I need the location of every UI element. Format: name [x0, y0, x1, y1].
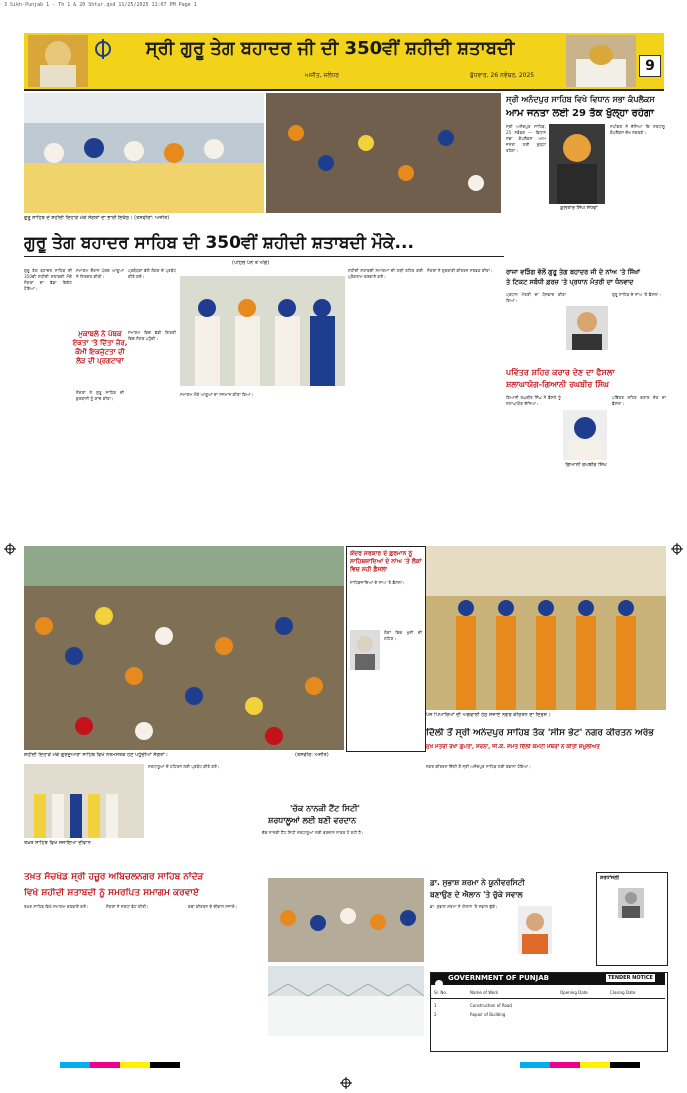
govt-col-3: Opening Date: [560, 990, 588, 995]
delegation-headline-2: ਤੇ ਟਿਕਟ ਸਬੰਧੀ ਫ਼ਰਜ਼ 'ਤੇ ਪ੍ਰਧਾਨ ਮੰਤਰੀ ਦਾ ਧੰਨਵਾਦ: [506, 278, 634, 286]
pull-quote-line-2: ਏਕਤਾ 'ਤੇ ਦਿੱਤਾ ਜ਼ੋਰ,: [72, 339, 128, 347]
gurdwara-icon: [566, 35, 636, 87]
masthead-title: ਸ੍ਰੀ ਗੁਰੂ ਤੇਗ ਬਹਾਦਰ ਜੀ ਦੀ 350ਵੀਂ ਸ਼ਹੀਦੀ ਸ਼ਤਾਬਦੀ: [145, 38, 515, 59]
top-photo-caption: ਗੁਰੂ ਸਾਹਿਬ ਦੇ ਸ਼ਹੀਦੀ ਦਿਹਾੜੇ ਮੌਕੇ ਸੰਗਤਾਂ ਦਾ ਭਾਰੀ ਇਕੱਠ। (ਤਸਵੀਰਾਂ: ਅਜੀਤ): [24, 215, 170, 221]
anandpur-body: ਸ੍ਰੀ ਅਨੰਦਪੁਰ ਸਾਹਿਬ, 25 ਨਵੰਬਰ — ਵਿਧਾਨ ਸਭਾ ਕੰਪਲੈਕਸ ਆਮ ਜਨਤਾ ਲਈ ਖੁੱਲ੍ਹਾ ਰਹੇਗਾ।: [506, 124, 546, 153]
govt-row-2-num: 2: [434, 1012, 437, 1017]
announcement-photo: [350, 630, 380, 670]
obituary-box: [596, 872, 668, 966]
registration-mark-bottom-icon: [340, 1074, 352, 1093]
page-number: 9: [639, 55, 661, 77]
tender-notice-tag: TENDER NOTICE: [608, 975, 653, 981]
registration-mark-left-icon: [4, 540, 16, 559]
tent-rows-photo: [268, 966, 424, 1036]
warring-photo: [566, 306, 608, 350]
govt-col-4: Closing Date: [610, 990, 636, 995]
tent-city-body: ਚੱਕ ਨਾਨਕੀ ਟੈਂਟ ਸਿਟੀ ਸ਼ਰਧਾਲੂਆਂ ਲਈ ਵਰਦਾਨ ਸਾਬਤ ਹੋ ਰਹੀ ਹੈ।: [262, 830, 364, 835]
tent-city-body-left: ਸ਼ਰਧਾਲੂਆਂ ਦੇ ਠਹਿਰਨ ਲਈ ਪ੍ਰਬੰਧ ਕੀਤੇ ਗਏ।: [148, 764, 220, 769]
nagar-kirtan-photo: [426, 546, 666, 710]
procession-photo: [268, 878, 424, 962]
center-body: ਸਮਾਗਮ ਮੌਕੇ ਆਗੂਆਂ ਦਾ ਸਨਮਾਨ ਕੀਤਾ ਗਿਆ।: [180, 392, 254, 397]
resolution-photo-caption: ਗਿਆਨੀ ਰਘਬੀਰ ਸਿੰਘ: [565, 462, 607, 468]
main-body-col-1: ਗੁਰੂ ਤੇਗ ਬਹਾਦਰ ਸਾਹਿਬ ਦੀ 350ਵੀਂ ਸ਼ਹੀਦੀ ਸ਼ਤਾਬਦੀ ਮੌਕੇ ਸੰਗਤਾਂ ਦਾ ਵੱਡਾ ਇਕੱਠ ਹੋਇਆ।: [24, 268, 72, 291]
guru-portrait: [28, 35, 88, 87]
nanded-headline-1: ਤਖ਼ਤ ਸੱਚਖੰਡ ਸ੍ਰੀ ਹਜ਼ੂਰ ਅਬਿਚਲਨਗਰ ਸਾਹਿਬ ਨਾਂਦੇੜ: [24, 872, 204, 882]
print-slug: 3 Sikh-Punjab 1 - Th 1 & 20 Shtur.qxd 11/25/2025 11:07 PM Page 1: [4, 2, 197, 8]
middle-body-col-2: ਸੰਗਤਾਂ ਨੇ ਗੁਰਬਾਣੀ ਕੀਰਤਨ ਸਰਵਣ ਕੀਤਾ।: [427, 268, 493, 273]
crowd-photo-top: [266, 93, 501, 213]
resolution-headline-2: ਸ਼ਲਾਘਾਯੋਗ-ਗਿਆਨੀ ਰਘਬੀਰ ਸਿੰਘ: [506, 380, 609, 389]
raghbir-photo: [563, 410, 607, 460]
color-bar-left: [60, 1062, 180, 1068]
guru-portrait-icon: [28, 35, 88, 87]
sharma-photo: [518, 906, 552, 954]
main-body-col-4: ਪ੍ਰਬੰਧਕਾਂ ਵੱਲੋਂ ਲੰਗਰ ਦੇ ਪ੍ਰਬੰਧ ਕੀਤੇ ਗਏ।: [128, 268, 176, 279]
sangat-photo-credit: (ਤਸਵੀਰ: ਅਜੀਤ): [295, 752, 329, 758]
resolution-body-2: ਪਵਿੱਤਰ ਸ਼ਹਿਰ ਕਰਾਰ ਦੇਣ ਦਾ ਫ਼ੈਸਲਾ।: [612, 395, 666, 406]
kirtan-body: ਨਗਰ ਕੀਰਤਨ ਦਿੱਲੀ ਤੋਂ ਸ੍ਰੀ ਅਨੰਦਪੁਰ ਸਾਹਿਬ ਲਈ ਰਵਾਨਾ ਹੋਇਆ।: [426, 764, 531, 769]
anandpur-headline-1: ਸ੍ਰੀ ਅਨੰਦਪੁਰ ਸਾਹਿਬ ਵਿਖੇ ਵਿਧਾਨ ਸਭਾ ਕੰਪਲੈਕਸ: [506, 95, 655, 104]
color-bar-right: [520, 1062, 640, 1068]
nanded-headline-2: ਵਿਖੇ ਸ਼ਹੀਦੀ ਸ਼ਤਾਬਦੀ ਨੂੰ ਸਮਰਪਿਤ ਸਮਾਗਮ ਕਰਵਾਏ: [24, 888, 199, 898]
govt-col-2: Name of Work: [470, 990, 499, 995]
anandpur-body-2: ਸਪੀਕਰ ਨੇ ਦੱਸਿਆ ਕਿ ਸ਼ਰਧਾਲੂ ਕੰਪਲੈਕਸ ਦੇਖ ਸਕਣਗੇ।: [610, 124, 665, 135]
announcement-body-2: ਲੋਕਾਂ ਵਿਚ ਖੁਸ਼ੀ ਦੀ ਲਹਿਰ।: [384, 630, 422, 641]
announcement-headline: ਕੇਂਦਰ ਸਰਕਾਰ ਦੇ ਫ਼ੁਰਮਾਨ ਨੂੰ ਸਾਹਿਬਜ਼ਾਦਿਆਂ ਦੇ ਨਾਂਅ 'ਤੇ ਲੋਕਾਂ ਵਿਚ ਸਹੀ ਫ਼ੈਸਲਾ: [350, 550, 422, 573]
resolution-body: ਗਿਆਨੀ ਰਘਬੀਰ ਸਿੰਘ ਨੇ ਫ਼ੈਸਲੇ ਨੂੰ ਸ਼ਲਾਘਾਯੋਗ ਦੱਸਿਆ।: [506, 395, 561, 406]
govt-row-2-work: Repair of Building: [470, 1012, 506, 1017]
sangat-photo-caption: ਸ਼ਹੀਦੀ ਦਿਹਾੜੇ ਮੌਕੇ ਗੁਰਦੁਆਰਾ ਸਾਹਿਬ ਵਿਖੇ ਨਤਮਸਤਕ ਹੋਣ ਪਹੁੰਚੀਆਂ ਸੰਗਤਾਂ।: [24, 752, 169, 758]
pull-quote-line-1: ਮੁਕਾਬਲੇ ਨੇ ਪੰਥਕ: [78, 330, 122, 338]
nanded-body-3: ਕਥਾ ਕੀਰਤਨ ਦੇ ਦੀਵਾਨ ਸਜਾਏ।: [188, 904, 238, 909]
govt-table-rule: [431, 998, 665, 999]
masthead-date: ਬੁੱਧਵਾਰ, 26 ਨਵੰਬਰ, 2025: [470, 72, 535, 79]
headline-rule: [24, 256, 504, 257]
tent-photo-caption: ਤਖ਼ਤ ਸਾਹਿਬ ਵਿਖੇ ਸਜਾਇਆ ਦੀਵਾਨ: [24, 840, 91, 846]
obituary-label: ਸ਼ਰਧਾਂਜਲੀ: [600, 875, 620, 881]
tent-city-headline-1: 'ਚੱਕ ਨਾਨਕੀ ਟੈਂਟ ਸਿਟੀ': [290, 804, 360, 813]
resolution-headline-1: ਪਵਿੱਤਰ ਸ਼ਹਿਰ ਕਰਾਰ ਦੇਣ ਦਾ ਫੈਸਲਾ: [506, 368, 615, 377]
university-headline-1: ਡਾ. ਸੁਭਾਸ਼ ਸ਼ਰਮਾ ਨੇ ਯੂਨੀਵਰਸਿਟੀ: [430, 878, 525, 887]
punjab-emblem-icon: [434, 974, 444, 984]
leaders-photo: [180, 276, 345, 386]
masthead-paper: ਅਜੀਤ, ਜਲੰਧਰ: [305, 72, 340, 79]
registration-mark-right-icon: [671, 540, 683, 559]
tent-city-photo: [24, 764, 144, 838]
main-body-col-5: ਸਮਾਗਮ ਵਿਚ ਵੱਡੀ ਗਿਣਤੀ ਵਿਚ ਸੰਗਤ ਪਹੁੰਚੀ।: [128, 330, 176, 341]
pull-quote-line-4: ਲੋੜ ਦੀ ਪ੍ਰਗਟਾਵਾ: [76, 357, 124, 365]
anandpur-photo-caption: ਕੁਲਤਾਰ ਸਿੰਘ ਸੰਧਵਾਂ: [560, 205, 598, 211]
kirtan-headline: ਦਿੱਲੀ ਤੋਂ ਸ੍ਰੀ ਅਨੰਦਪੁਰ ਸਾਹਿਬ ਤੱਕ 'ਸੀਸ ਭੇਟ' ਨਗਰ ਕੀਰਤਨ ਅਰੰਭ: [426, 728, 654, 738]
speaker-photo: [549, 124, 605, 204]
sangat-crowd-photo: [24, 546, 344, 750]
main-body-col-2: ਸਮਾਗਮ ਦੌਰਾਨ ਪੰਥਕ ਆਗੂਆਂ ਨੇ ਸ਼ਿਰਕਤ ਕੀਤੀ।: [76, 268, 124, 279]
obituary-photo: [618, 888, 644, 918]
govt-col-1: Sr. No.: [434, 990, 447, 995]
university-body: ਡਾ. ਸੁਭਾਸ਼ ਸ਼ਰਮਾ ਨੇ ਐਲਾਨ 'ਤੇ ਸਵਾਲ ਚੁੱਕੇ।: [430, 904, 498, 909]
main-body-col-3: ਸੰਗਤਾਂ ਨੇ ਗੁਰੂ ਸਾਹਿਬ ਦੀ ਕੁਰਬਾਨੀ ਨੂੰ ਯਾਦ ਕੀਤਾ।: [76, 390, 124, 401]
main-headline: ਗੁਰੂ ਤੇਗ ਬਹਾਦਰ ਸਾਹਿਬ ਦੀ 350ਵੀਂ ਸ਼ਹੀਦੀ ਸ਼ਤਾਬਦੀ ਮੌਕੇ...: [24, 233, 414, 253]
continuation-label: (ਪਹਿਲੇ ਪੰਨੇ ਤੋਂ ਅੱਗੇ): [232, 260, 270, 266]
pull-quote-line-3: ਕੌਮੀ ਇਕਜੁੱਟਤਾ ਦੀ: [75, 348, 125, 356]
delegation-body-2: ਗੁਰੂ ਸਾਹਿਬ ਦੇ ਨਾਂਅ 'ਤੇ ਫ਼ੈਸਲਾ।: [612, 292, 662, 297]
tent-city-headline-2: ਸ਼ਰਧਾਲੂਆਂ ਲਈ ਬਣੀ ਵਰਦਾਨ: [268, 816, 357, 825]
middle-body-col-1: ਸ਼ਹੀਦੀ ਸ਼ਤਾਬਦੀ ਸਮਾਗਮਾਂ ਦੀ ਲੜੀ ਤਹਿਤ ਕਈ ਪ੍ਰੋਗਰਾਮ ਕਰਵਾਏ ਗਏ।: [348, 268, 423, 279]
kirtan-photo-caption: ਪੰਜ ਪਿਆਰਿਆਂ ਦੀ ਅਗਵਾਈ ਹੇਠ ਸਜਾਏ ਨਗਰ ਕੀਰਤਨ ਦਾ ਦ੍ਰਿਸ਼।: [426, 712, 551, 718]
announcement-body: ਸਾਹਿਬਜ਼ਾਦਿਆਂ ਦੇ ਨਾਂਅ 'ਤੇ ਫ਼ੈਸਲਾ।: [350, 580, 405, 585]
nanded-body-1: ਤਖ਼ਤ ਸਾਹਿਬ ਵਿਖੇ ਸਮਾਗਮ ਕਰਵਾਏ ਗਏ।: [24, 904, 89, 909]
nanded-body-2: ਸੰਗਤਾਂ ਨੇ ਸ਼ਰਧਾ ਭੇਟ ਕੀਤੀ।: [106, 904, 149, 909]
kirtan-subhead: ਮੁੱਖ ਮੰਤਰੀ ਰੇਖਾ ਗੁਪਤਾ, ਸਰਨਾ, ਜੀ.ਕੇ. ਸਮੇਤ ਦਿੱਲੀ ਕਮੇਟੀ ਮੈਂਬਰਾਂ ਨੇ ਕੀਤੀ ਸ਼ਮੂਲੀਅਤ: [426, 744, 600, 750]
govt-row-1-num: 1: [434, 1003, 437, 1008]
delegation-body: ਪ੍ਰਧਾਨ ਮੰਤਰੀ ਦਾ ਧੰਨਵਾਦ ਕੀਤਾ ਗਿਆ।: [506, 292, 566, 303]
govt-notice-title: GOVERNMENT OF PUNJAB: [448, 974, 549, 982]
anandpur-headline-2: ਆਮ ਜਨਤਾ ਲਈ 29 ਤੱਕ ਖੁੱਲ੍ਹਾ ਰਹੇਗਾ: [506, 108, 654, 119]
gurdwara-image: [566, 35, 636, 87]
university-headline-2: ਬਣਾਉਣ ਦੇ ਐਲਾਨ 'ਤੇ ਚੁੱਕੇ ਸਵਾਲ: [430, 890, 523, 899]
ceremony-photo: [24, 93, 264, 213]
govt-row-1-work: Construction of Road: [470, 1003, 512, 1008]
delegation-headline-1: ਰਾਜਾ ਵੜਿੰਗ ਵੱਲੋਂ ਗੁਰੂ ਤੇਗ ਬਹਾਦਰ ਜੀ ਦੇ ਨਾਂਅ 'ਤੇ ਸਿੱਖਾਂ: [506, 268, 641, 276]
